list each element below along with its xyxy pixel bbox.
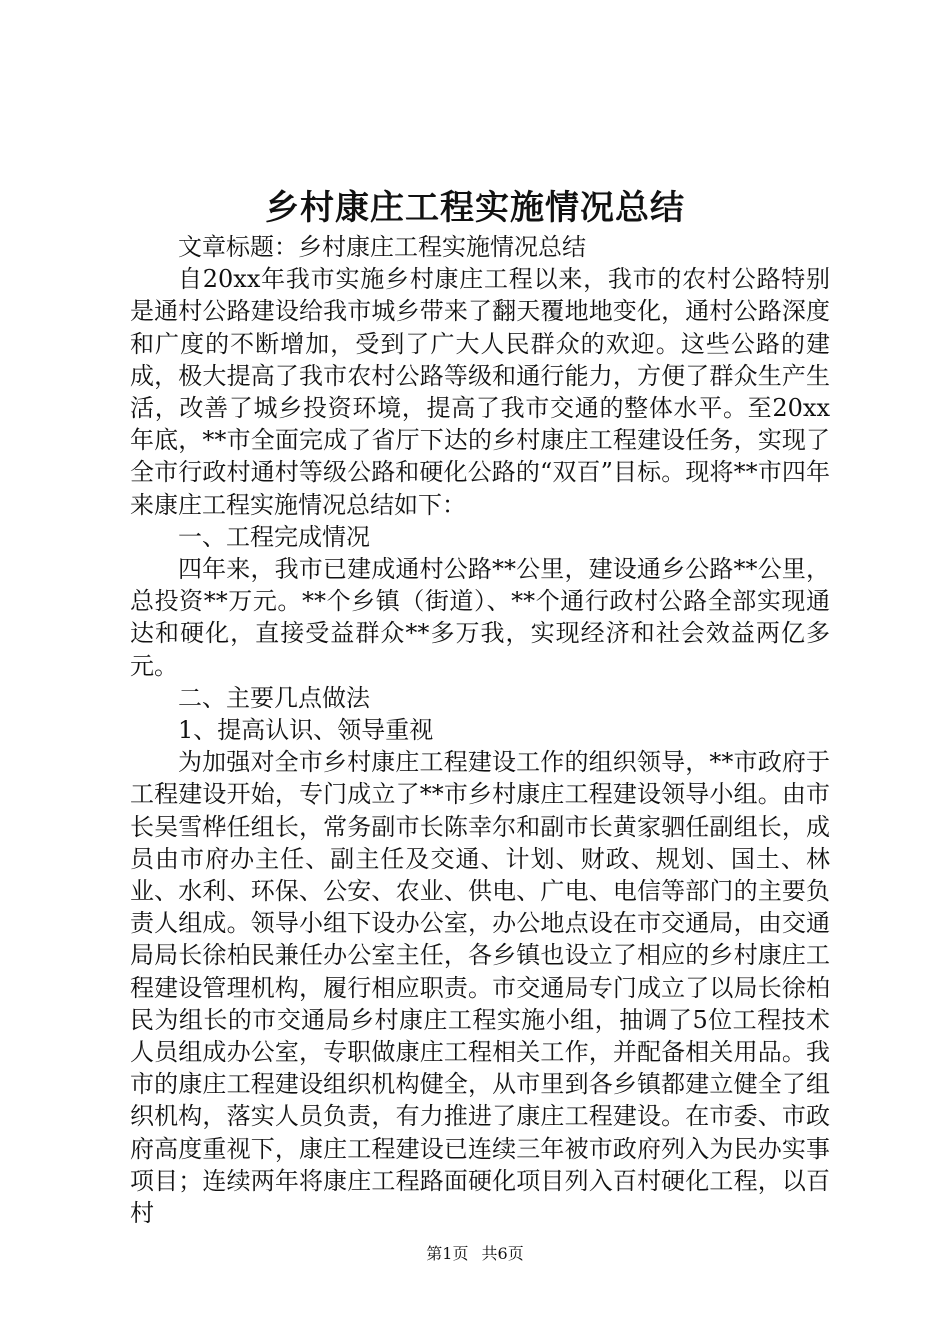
page-number: 第1页: [426, 1244, 469, 1263]
subheading-leadership: 1、提高认识、领导重视: [178, 716, 434, 745]
document-body: [130, 231, 830, 1229]
article-title-line: 文章标题：乡村康庄工程实施情况总结: [178, 233, 586, 261]
intro-paragraph: 自20xx年我市实施乡村康庄工程以来，我市的农村公路特别是通村公路建设给我市城乡带来了翻天覆地地变化，通村公路深度和广度的不断增加，受到了广大人民群众的欢迎。这些公路的建成，极大提高了我市农村公路等级和通行能力，方便了群众生产生活，改善了城乡投资环境，提高了我市交通的整体水平。至20xx年底，**市全面完成了省厅下达的乡村康庄工程建设任务，实现了全市行政村通村等级公路和硬化公路的“双百”目标。现将**市四年来康庄工程实施情况总结如下：: [130, 265, 830, 519]
page-footer: [0, 1243, 950, 1265]
section-heading-methods: 二、主要几点做法: [178, 683, 370, 712]
section-heading-completion: 一、工程完成情况: [178, 522, 370, 551]
leadership-paragraph: 为加强对全市乡村康庄工程建设工作的组织领导，**市政府于工程建设开始，专门成立了**市乡村康庄工程建设领导小组。由市长吴雪桦任组长，常务副市长陈幸尔和副市长黄家驷任副组长，成员由市府办主任、副主任及交通、计划、财政、规划、国土、林业、水利、环保、公安、农业、供电、广电、电信等部门的主要负责人组成。领导小组下设办公室，办公地点设在市交通局，由交通局局长徐柏民兼任办公室主任，各乡镇也设立了相应的乡村康庄工程建设管理机构，履行相应职责。市交通局专门成立了以局长徐柏民为组长的市交通局乡村康庄工程实施小组，抽调了5位工程技术人员组成办公室，专职做康庄工程相关工作，并配备相关用品。我市的康庄工程建设组织机构健全，从市里到各乡镇都建立健全了组织机构，落实人员负责，有力推进了康庄工程建设。在市委、市政府高度重视下，康庄工程建设已连续三年被市政府列入为民办实事项目；连续两年将康庄工程路面硬化项目列入百村硬化工程，以百村: [130, 748, 830, 1228]
completion-paragraph: 四年来，我市已建成通村公路**公里，建设通乡公路**公里，总投资**万元。**个乡镇（街道）、**个通行政村公路全部实现通达和硬化，直接受益群众**多万我，实现经济和社会效益两亿多元。: [130, 555, 830, 680]
page-total: 共6页: [481, 1244, 524, 1263]
document-title: 乡村康庄工程实施情况总结: [265, 188, 685, 228]
